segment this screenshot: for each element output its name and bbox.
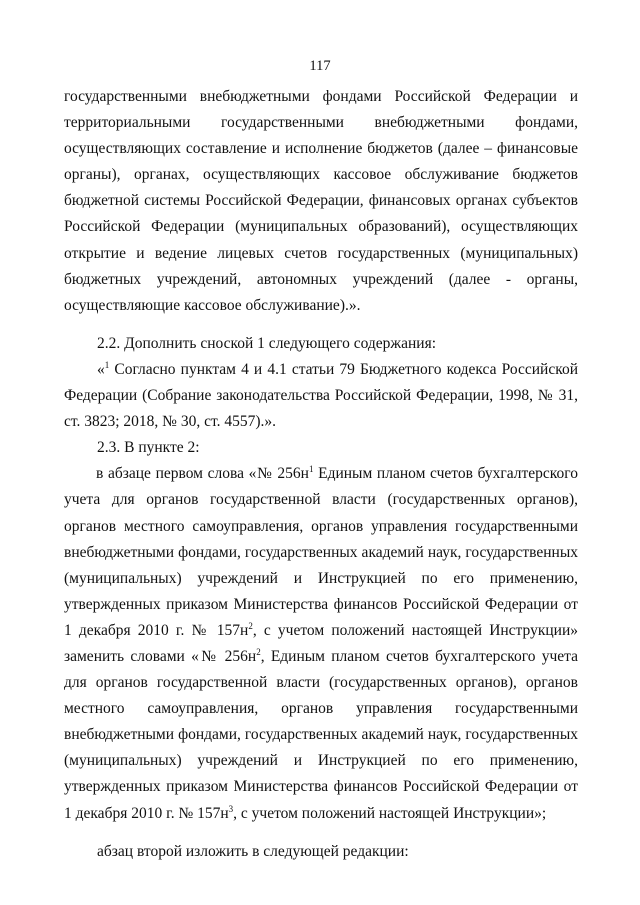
- footnote-marker-4: 3: [228, 803, 234, 814]
- footnote-marker-2: 2: [248, 620, 253, 631]
- page-number: 117: [309, 58, 331, 74]
- replacement-part-d: , Единым планом счетов бухгалтерского учета для органов государственной власти (государственных органов), органов местного самоуправления, органов управления государственными внебюджетными фондами, государственных академий наук, государственных (муниципальных) учреждений и Инструкцией по его применению, утвержденных приказом Министерства финансов Российской Федерации от 1 декабря 2010 г. № 157н: [64, 647, 579, 822]
- replacement-part-e: , с учетом положений настоящей Инструкции»;: [233, 804, 547, 822]
- footnote-marker: 1: [104, 359, 110, 370]
- paragraph-continuation: государственными внебюджетными фондами Российской Федерации и территориальными государственными внебюджетными фондами, осуществляющих составление и исполнение бюджетов (далее – финансовые органы), органах, осуществляющих кассовое обслуживание бюджетов бюджетной системы Российской Федерации, финансовых органах субъектов Российской Федерации (муниципальных образований), осуществляющих открытие и ведение лицевых счетов государственных (муниципальных) бюджетных учреждений, автономных учреждений (далее - органы, осуществляющие кассовое обслуживание).».: [64, 88, 578, 314]
- replacement-part-a: в абзаце первом слова «№ 256н: [96, 465, 309, 483]
- footnote-body: Согласно пунктам 4 и 4.1 статьи 79 Бюджетного кодекса Российской Федерации (Собрание законодательства Российской Федерации, 1998, № 31, ст. 3823; 2018, № 30, ст. 4557).».: [64, 360, 578, 431]
- footnote-marker-3: 2: [256, 646, 261, 657]
- paragraph-second-abzac: абзац второй изложить в следующей редакции:: [97, 842, 409, 860]
- document-body: [64, 84, 578, 865]
- paragraph-2-3: 2.3. В пункте 2:: [97, 439, 200, 457]
- footnote-marker-1: 1: [308, 464, 314, 475]
- paragraph-2-2: 2.2. Дополнить сноской 1 следующего содержания:: [97, 334, 437, 352]
- replacement-part-c: , с учетом положений настоящей Инструкции» заменить словами «№ 256н: [64, 621, 578, 665]
- paragraph-replacement: [64, 461, 578, 826]
- replacement-part-b: Единым планом счетов бухгалтерского учета для органов государственной власти (государственных органов), органов местного самоуправления, органов управления государственными внебюджетными фондами, государственных академий наук, государственных (муниципальных) учреждений и Инструкцией по его применению, утвержденных приказом Министерства финансов Российской Федерации от 1 декабря 2010 г. № 157н: [64, 465, 578, 639]
- paragraph-footnote-text: [64, 357, 578, 435]
- quote-open: «: [97, 360, 105, 378]
